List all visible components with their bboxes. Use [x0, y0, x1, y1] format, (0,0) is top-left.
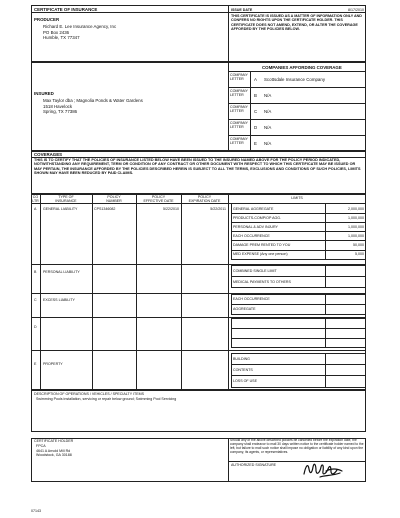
company-b-letter: B [254, 93, 257, 98]
limit-general-aggregate-label: GENERAL AGGREGATE [233, 207, 274, 211]
producer-label: PRODUCER [34, 17, 60, 22]
company-e-name: N/A [264, 141, 272, 146]
cancellation-notice: Should any of the above described policies be cancelled before the expiration date, the company shall endeavor to mail 30 days written notice to the certificate holder named to the left, but failure to mail such notice shall impose no obligation or liability of any kind upon the company, its agents, or representatives. [230, 438, 364, 454]
limit-excess-each-occurrence-label: EACH OCCURRENCE [233, 297, 270, 301]
insured-street: 1518 Havelock [43, 103, 73, 109]
limit-damage-prem-value: 50,000 [353, 243, 364, 247]
company-e-letter: E [254, 141, 257, 146]
limit-combined-single-label: COMBINED SINGLE LIMIT [233, 269, 277, 273]
company-letter-label-a: COMPANY LETTER [230, 73, 248, 82]
authorized-signature-label: AUTHORIZED SIGNATURE [231, 463, 277, 467]
row-a-policy-number: CPS1346082 [94, 207, 116, 211]
producer-address [43, 24, 116, 41]
limit-loss-of-use-label: LOSS OF USE [233, 379, 257, 383]
limit-contents-label: CONTENTS [233, 368, 253, 372]
limit-med-expense-value: 5,000 [355, 252, 364, 256]
limit-personal-adv-value: 1,000,000 [348, 225, 364, 229]
limit-medical-payments-label: MEDICAL PAYMENTS TO OTHERS [233, 280, 291, 284]
certificate-holder-label: CERTIFICATE HOLDER [34, 439, 74, 443]
col-effective-date-header: POLICY EFFECTIVE DATE [143, 195, 174, 204]
col-co-ltr-header: CO LTR [32, 195, 39, 204]
insured-name: Max Taylor dba ; Magnolia Ponds & Water Gardens [43, 98, 143, 103]
row-c-type: EXCESS LIABILITY [43, 298, 75, 302]
issue-date-value: 8/17/2010 [348, 7, 364, 12]
company-d-name: N/A [264, 125, 272, 130]
insured-address [43, 98, 143, 115]
col-limits-header: LIMITS [291, 196, 303, 200]
authorized-signature [300, 459, 360, 480]
description-text: Swimming Pools installation, servicing or repair below ground; Swimming Pool Servicing [36, 397, 177, 401]
company-d-letter: D [254, 125, 258, 130]
limit-excess-aggregate-label: AGGREGATE [233, 307, 256, 311]
limit-each-occurrence-label: EACH OCCURRENCE [233, 234, 270, 238]
company-letter-label-d: COMPANY LETTER [230, 121, 248, 130]
certificate-holder-address [36, 444, 72, 458]
row-a-letter: A [34, 207, 37, 211]
company-letter-label-c: COMPANY LETTER [230, 105, 248, 114]
producer-name: Richard E. Lee Insurance Agency, Inc [43, 24, 117, 29]
holder-city: Woodstock, GA 30188 [36, 453, 72, 458]
company-c-letter: C [254, 109, 258, 114]
col-policy-number-header: POLICY NUMBER [106, 195, 122, 204]
limit-products-comp-value: 1,000,000 [348, 216, 364, 220]
row-a-expiration-date: 5/22/2011 [210, 207, 226, 211]
row-c-letter: C [34, 298, 37, 302]
company-b-name: N/A [264, 93, 272, 98]
company-letter-label-b: COMPANY LETTER [230, 89, 248, 98]
limit-general-aggregate-value: 2,000,000 [348, 207, 364, 211]
producer-city: Humble, TX 77347 [43, 35, 80, 41]
holder-street: 4641 A Arnold Mill Rd [36, 448, 71, 453]
company-a-name: Scottsdale Insurance Company [264, 77, 326, 82]
producer-po-box: PO Box 2436 [43, 29, 70, 35]
certificate-title: CERTIFICATE OF INSURANCE [34, 7, 98, 12]
holder-name: FPCA [36, 444, 46, 448]
row-a-type: GENERAL LIABILITY [43, 207, 78, 211]
description-label: DESCRIPTION OF OPERATIONS / VEHICLES / SPECIALTY ITEMS [34, 392, 145, 396]
limit-each-occurrence-value: 1,000,000 [348, 234, 364, 238]
limit-med-expense-label: MED EXPENSE (Any one person) [233, 252, 288, 256]
company-letter-label-e: COMPANY LETTER [230, 137, 248, 146]
col-type-header: TYPE OF INSURANCE [55, 195, 77, 204]
row-b-type: PERSONAL LIABILITY [43, 270, 80, 274]
coverages-statement: THIS IS TO CERTIFY THAT THE POLICIES OF INSURANCE LISTED BELOW HAVE BEEN ISSUED TO THE INSURED NAMED ABOVE FOR THE POLICY PERIOD INDICATED, NOTWITHSTANDING ANY REQUIREMENT, TERM OR CONDITION OF ANY CONTRACT OR OTHER DOCUMENT WITH RESPECT TO WHICH THIS CERTIFICATE MAY BE ISSUED OR MAY PERTAIN, THE INSURANCE AFFORDED BY THE POLICIES DESCRIBED HEREIN IS SUBJECT TO ALL THE TERMS, EXCLUSIONS AND CONDITIONS OF SUCH POLICIES, LIMITS SHOWN MAY HAVE BEEN REDUCED BY PAID CLAIMS. [34, 158, 361, 176]
insured-label: INSURED [34, 91, 54, 96]
company-c-name: N/A [264, 109, 272, 114]
issue-date-label: ISSUE DATE [231, 7, 253, 12]
row-e-letter: E [34, 362, 37, 366]
row-b-letter: B [34, 270, 37, 274]
insured-city: Spring, TX 77386 [43, 109, 78, 115]
coverages-label: COVERAGES [34, 152, 63, 157]
row-a-effective-date: 5/22/2010 [163, 207, 179, 211]
limit-personal-adv-label: PERSONAL & ADV INJURY [233, 225, 278, 229]
form-code: 07143 [31, 509, 41, 513]
row-e-type: PROPERTY [43, 362, 63, 366]
limit-products-comp-label: PRODUCTS-COMP/OP AGG. [233, 216, 282, 220]
information-only-notice: THIS CERTIFICATE IS ISSUED AS A MATTER OF INFORMATION ONLY AND CONFERS NO RIGHTS UPON THE CERTIFICATE HOLDER. THIS CERTIFICATE DOES NOT AMEND, EXTEND, OR ALTER THE COVERAGE AFFORDED BY THE POLICIES BELOW. [231, 14, 362, 32]
limit-building-label: BUILDING [233, 357, 250, 361]
company-a-letter: A [254, 77, 257, 82]
limit-damage-prem-label: DAMAGE PREM RENTED TO YOU [233, 243, 291, 247]
row-d-letter: D [34, 325, 37, 329]
companies-heading: COMPANIES AFFORDING COVERAGE [262, 65, 342, 70]
col-expiration-date-header: POLICY EXPIRATION DATE [188, 195, 221, 204]
